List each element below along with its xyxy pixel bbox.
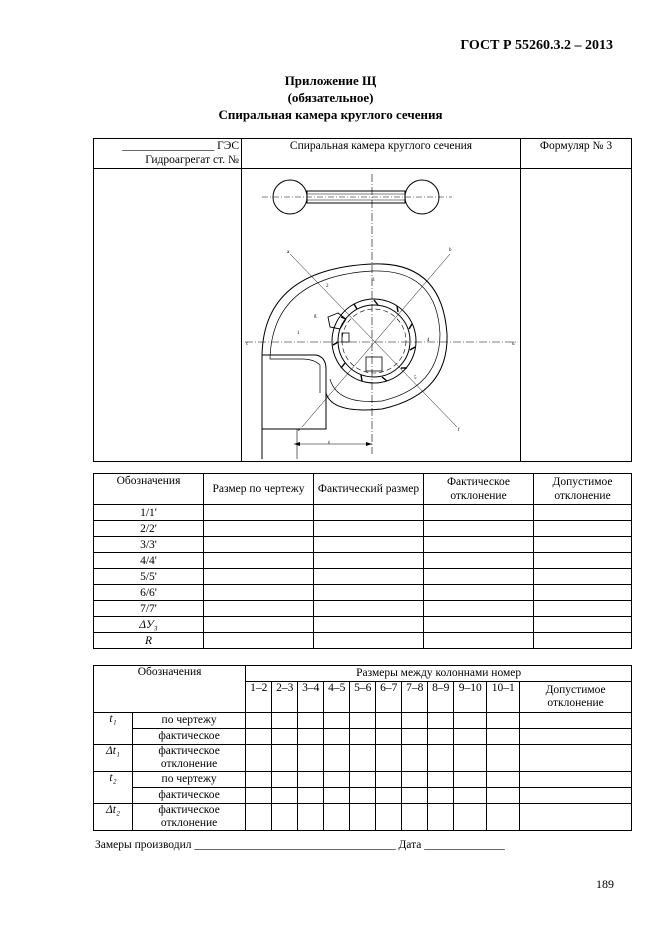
table-row [94,569,632,585]
value-cell[interactable] [298,804,324,831]
label-one: 1 [297,331,300,336]
value-cell[interactable] [246,804,272,831]
table-row [94,585,632,601]
value-cell[interactable] [324,788,350,804]
value-cell[interactable] [487,729,520,745]
row-label: фактическое отклонение [133,804,246,831]
value-cell[interactable] [350,804,376,831]
value-cell[interactable] [314,585,424,601]
value-cell[interactable] [246,729,272,745]
value-cell[interactable] [424,553,534,569]
value-cell[interactable] [402,745,428,772]
spacing-row [94,745,632,772]
table-row [94,601,632,617]
pair-header: 1–2 [246,682,272,713]
value-cell[interactable] [376,729,402,745]
table-row [94,617,632,633]
value-cell[interactable] [454,804,487,831]
value-cell[interactable] [428,788,454,804]
value-cell[interactable] [424,505,534,521]
label-four: 4 [427,338,430,343]
value-cell[interactable] [350,772,376,788]
value-cell[interactable] [246,788,272,804]
row-symbol: Δt₂ [94,804,133,831]
value-cell[interactable] [534,601,632,617]
table-row [94,521,632,537]
pair-header: 3–4 [298,682,324,713]
value-cell[interactable] [487,713,520,729]
value-cell[interactable] [204,617,314,633]
value-cell[interactable] [520,745,632,772]
label-e: e [298,428,301,433]
appendix-titles [0,72,661,123]
value-cell[interactable] [534,553,632,569]
value-cell[interactable] [204,585,314,601]
pair-header: 6–7 [376,682,402,713]
row-label: 2/2' [94,521,204,537]
row-symbol: t₁ [94,713,133,745]
value-cell[interactable] [314,505,424,521]
value-cell[interactable] [428,729,454,745]
blank-left-cell [94,169,242,462]
stay-vanes [333,300,415,381]
value-cell[interactable] [314,569,424,585]
value-cell[interactable] [314,553,424,569]
value-cell[interactable] [534,537,632,553]
table-row [94,505,632,521]
value-cell[interactable] [272,745,298,772]
column-spacing-table [93,665,632,831]
table-row [94,633,632,649]
blank-right-cell [521,169,632,462]
value-cell[interactable] [534,633,632,649]
value-cell[interactable] [298,729,324,745]
value-cell[interactable] [424,521,534,537]
row-label: фактическое [133,729,246,745]
value-cell[interactable] [376,772,402,788]
label-three: 3 [372,278,375,283]
row-label: по чертежу [133,713,246,729]
value-cell[interactable] [324,772,350,788]
value-cell[interactable] [487,772,520,788]
value-cell[interactable] [534,505,632,521]
value-cell[interactable] [534,521,632,537]
pair-header: 2–3 [272,682,298,713]
value-cell[interactable] [272,713,298,729]
value-cell[interactable] [204,521,314,537]
measurements-table [93,473,632,649]
value-cell[interactable] [424,585,534,601]
value-cell[interactable] [246,772,272,788]
row-symbol: t₂ [94,772,133,804]
value-cell[interactable] [272,804,298,831]
value-cell[interactable] [324,745,350,772]
table-row [94,537,632,553]
label-f: f [458,428,460,433]
row-label: 1/1' [94,505,204,521]
value-cell[interactable] [428,745,454,772]
value-cell[interactable] [424,569,534,585]
form-header-table [93,138,632,462]
value-cell[interactable] [324,729,350,745]
value-cell[interactable] [520,804,632,831]
value-cell[interactable] [204,537,314,553]
value-cell[interactable] [204,633,314,649]
spacing-header-row [94,666,632,682]
value-cell[interactable] [402,713,428,729]
drawing-cell [242,169,521,462]
value-cell[interactable] [272,729,298,745]
value-cell[interactable] [402,788,428,804]
spacing-row [94,804,632,831]
value-cell[interactable] [454,745,487,772]
value-cell[interactable] [534,585,632,601]
value-cell[interactable] [424,537,534,553]
value-cell[interactable] [428,772,454,788]
unit-label: Гидроагрегат ст. № [145,154,239,166]
row-label: 6/6' [94,585,204,601]
spiral-chamber-drawing [242,169,520,461]
value-cell[interactable] [520,772,632,788]
pair-header: 10–1 [487,682,520,713]
row-label: 4/4' [94,553,204,569]
label-a: a [287,250,290,255]
appendix-name: Спиральная камера круглого сечения [218,107,443,122]
pair-header: 9–10 [454,682,487,713]
value-cell[interactable] [376,804,402,831]
row-label: фактическое [133,788,246,804]
inlet-section [262,393,326,429]
col-actual-deviation-header: Фактическое отклонение [424,474,534,505]
pair-header: 7–8 [402,682,428,713]
value-cell[interactable] [314,537,424,553]
col-tolerance-header: Допустимое отклонение [534,474,632,505]
value-cell[interactable] [246,745,272,772]
appendix-label: Приложение Щ [284,73,377,88]
label-c: c [246,342,249,347]
row-label: ΔУ₃ [94,617,204,633]
value-cell[interactable] [402,772,428,788]
value-cell[interactable] [487,788,520,804]
value-cell[interactable] [272,772,298,788]
col-actual-size-header: Фактический размер [314,474,424,505]
value-cell[interactable] [454,772,487,788]
value-cell[interactable] [298,713,324,729]
value-cell[interactable] [350,745,376,772]
label-five: 5 [414,376,417,381]
value-cell[interactable] [520,713,632,729]
value-cell[interactable] [314,521,424,537]
value-cell[interactable] [204,505,314,521]
value-cell[interactable] [298,788,324,804]
spacing-tolerance-header: Допустимое отклонение [520,682,632,713]
value-cell[interactable] [204,601,314,617]
col-drawing-size-header: Размер по чертежу [204,474,314,505]
value-cell[interactable] [520,788,632,804]
measurements-header-row [94,474,632,505]
value-cell[interactable] [428,804,454,831]
spacing-row [94,713,632,729]
table-row [94,553,632,569]
value-cell[interactable] [520,729,632,745]
label-b: b [449,248,452,253]
row-label: фактическое отклонение [133,745,246,772]
value-cell[interactable] [314,601,424,617]
col-designation-header: Обозначения [94,474,204,505]
pair-header: 8–9 [428,682,454,713]
station-label: ________________ ГЭС [122,140,239,152]
value-cell[interactable] [298,745,324,772]
appendix-status: (обязательное) [287,90,374,105]
value-cell[interactable] [350,788,376,804]
value-cell[interactable] [402,729,428,745]
value-cell[interactable] [424,633,534,649]
value-cell[interactable] [324,713,350,729]
formular-cell: Формуляр № 3 [521,139,632,169]
value-cell[interactable] [376,788,402,804]
value-cell[interactable] [487,745,520,772]
label-g: g [314,314,317,319]
spacing-row [94,729,632,745]
row-label: 5/5' [94,569,204,585]
value-cell[interactable] [246,713,272,729]
spacing-group-header: Размеры между колоннами номер [246,666,632,682]
standard-header: ГОСТ Р 55260.3.2 – 2013 [460,38,613,53]
value-cell[interactable] [402,804,428,831]
value-cell[interactable] [204,553,314,569]
value-cell[interactable] [428,713,454,729]
row-label: по чертежу [133,772,246,788]
row-label: 7/7' [94,601,204,617]
value-cell[interactable] [424,617,534,633]
measured-by-line: Замеры производил ___________________________________ Дата ______________ [95,839,505,851]
pair-header: 5–6 [350,682,376,713]
value-cell[interactable] [350,713,376,729]
station-cell [94,139,242,169]
page-number: 189 [596,877,614,891]
row-symbol: Δt₁ [94,745,133,772]
value-cell[interactable] [204,569,314,585]
label-l: ℓ [328,441,331,446]
row-label: R [94,633,204,649]
value-cell[interactable] [314,617,424,633]
value-cell[interactable] [487,804,520,831]
value-cell[interactable] [350,729,376,745]
value-cell[interactable] [424,601,534,617]
spacing-row [94,772,632,788]
value-cell[interactable] [454,729,487,745]
label-d: d [512,342,515,347]
value-cell[interactable] [314,633,424,649]
object-cell: Спиральная камера круглого сечения [242,139,521,169]
value-cell[interactable] [376,713,402,729]
label-two: 2 [326,284,329,289]
value-cell[interactable] [534,617,632,633]
value-cell[interactable] [454,788,487,804]
value-cell[interactable] [376,745,402,772]
value-cell[interactable] [298,772,324,788]
value-cell[interactable] [534,569,632,585]
pair-header: 4–5 [324,682,350,713]
value-cell[interactable] [272,788,298,804]
spacing-designation-header: Обозначения [94,666,246,713]
row-label: 3/3' [94,537,204,553]
value-cell[interactable] [454,713,487,729]
spacing-row [94,788,632,804]
value-cell[interactable] [324,804,350,831]
